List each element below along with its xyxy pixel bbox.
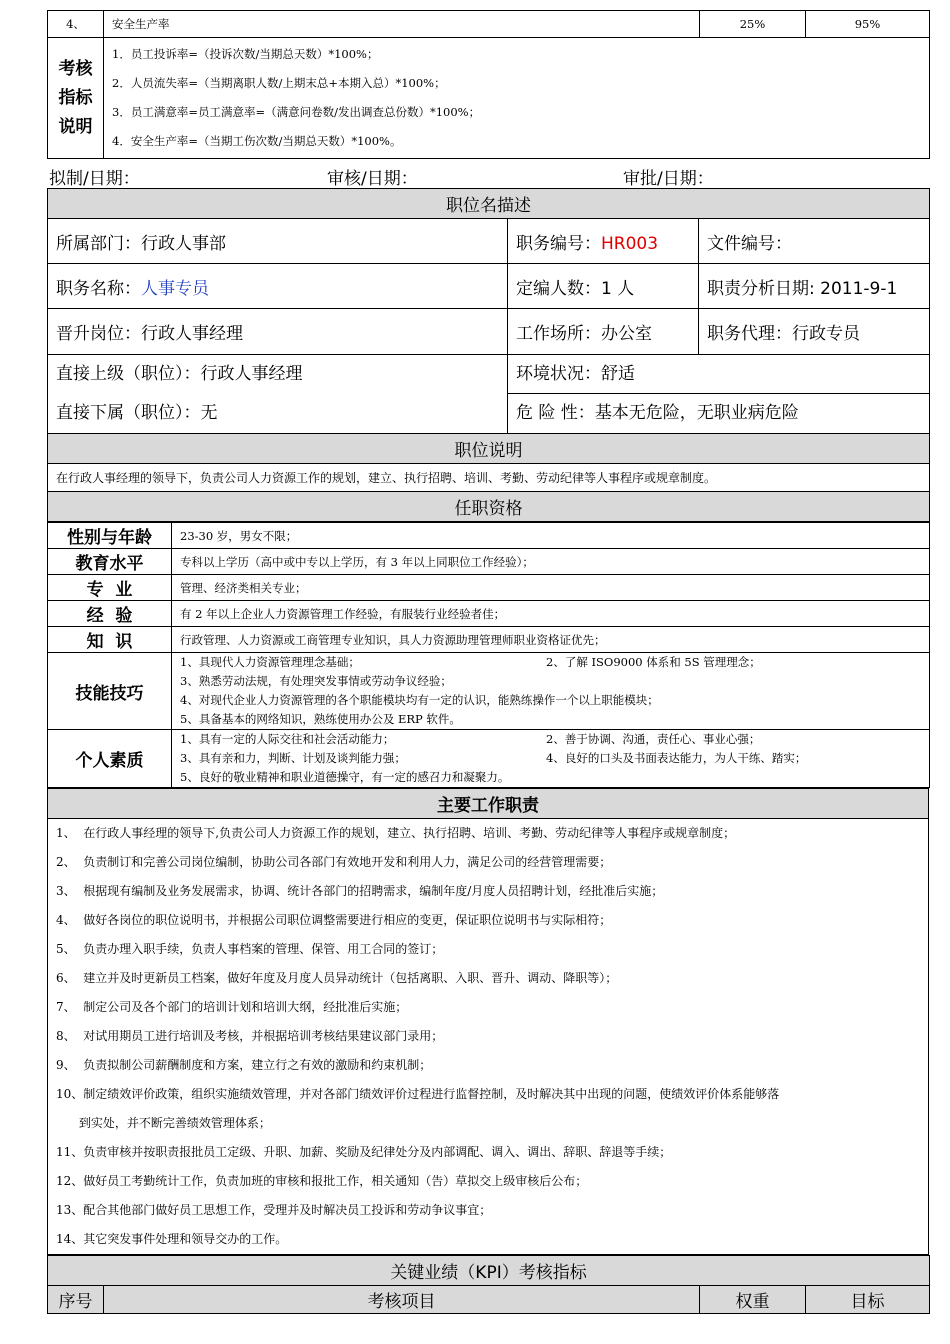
education-value: 专科以上学历（高中或中专以上学历，有 3 年以上同职位工作经验）； (172, 549, 930, 575)
signature-line (47, 159, 929, 188)
approve-date-label: 审批/日期： (623, 169, 714, 189)
kpi-col-target: 目标 (806, 1286, 930, 1314)
gender-age-value: 23-30 岁，男女不限； (172, 523, 930, 549)
duty-item: 10、制定绩效评价政策，组织实施绩效管理，并对各部门绩效评价过程进行监督控制，及时解决其中出现的问题，使绩效评价体系能够落 (56, 1087, 780, 1101)
kpi-notes-label: 考核 指标 说明 (48, 38, 104, 159)
skills-value: 1、具现代人力资源管理理念基础； 2、了解 ISO9000 体系和 5S 管理理念； 3、熟悉劳动法规，有处理突发事情或劳动争议经验； 4、对现代企业人力资源管理的各个职能模块均有一定的认识，能熟练操作一个以上职能模块； 5、具备基本的网络知识，熟练使用办公及 ERP 软件。 (172, 653, 930, 730)
workplace-cell: 工作场所：办公室 (508, 309, 699, 355)
qualifications-header: 任职资格 (48, 492, 930, 522)
duty-item: 1、 在行政人事经理的领导下,负责公司人力资源工作的规划，建立、执行招聘、培训、考勤、劳动纪律等人事程序或规章制度； (56, 826, 736, 840)
duties-list-cell (48, 819, 929, 1255)
kpi-row-weight: 25% (700, 11, 806, 38)
knowledge-value: 行政管理、人力资源或工商管理专业知识，具人力资源助理管理师职业资格证优先； (172, 627, 930, 653)
position-table (47, 188, 930, 522)
kpi-col-no: 序号 (48, 1286, 104, 1314)
dept-cell: 所属部门：行政人事部 (48, 219, 508, 264)
duty-item: 2、 负责制订和完善公司岗位编制，协助公司各部门有效地开发和利用人力，满足公司的经营管理需要； (56, 855, 612, 869)
gender-age-label: 性别与年龄 (48, 523, 172, 549)
duties-header: 主要工作职责 (48, 789, 929, 819)
kpi-col-weight: 权重 (700, 1286, 806, 1314)
skills-label: 技能技巧 (48, 653, 172, 730)
duty-item: 6、 建立并及时更新员工档案，做好年度及月度人员异动统计（包括离职、入职、晋升、调动、降职等）； (56, 971, 618, 985)
analysis-date-cell: 职责分析日期: 2011-9-1 (699, 264, 930, 309)
duties-table (47, 788, 929, 1255)
duty-item: 14、其它突发事件处理和领导交办的工作。 (56, 1232, 288, 1246)
review-date-label: 审核/日期： (327, 169, 418, 189)
headcount-cell: 定编人数：1 人 (508, 264, 699, 309)
personal-label: 个人素质 (48, 730, 172, 788)
duty-item: 11、负责审核并按职责报批员工定级、升职、加薪、奖励及纪律处分及内部调配、调入、调出、辞职、辞退等手续； (56, 1145, 672, 1159)
duty-item: 8、 对试用期员工进行培训及考核，并根据培训考核结果建议部门录用； (56, 1029, 444, 1043)
draft-date-label: 拟制/日期： (49, 169, 140, 189)
duty-item: 3、 根据现有编制及业务发展需求，协调、统计各部门的招聘需求，编制年度/月度人员招聘计划，经批准后实施； (56, 884, 664, 898)
summary-header: 职位说明 (48, 434, 930, 464)
duty-item: 13、配合其他部门做好员工思想工作，受理并及时解决员工投诉和劳动争议事宜； (56, 1203, 492, 1217)
agent-cell: 职务代理：行政专员 (699, 309, 930, 355)
file-no-cell: 文件编号： (699, 219, 930, 264)
qualifications-table (47, 522, 930, 788)
environment-cell (508, 355, 930, 434)
kpi-continued-table (47, 10, 930, 159)
education-label: 教育水平 (48, 549, 172, 575)
major-label: 专 业 (48, 575, 172, 601)
duty-item: 5、 负责办理入职手续，负责人事档案的管理、保管、用工合同的签订； (56, 942, 444, 956)
experience-value: 有 2 年以上企业人力资源管理工作经验，有服装行业经验者佳； (172, 601, 930, 627)
kpi-row-target: 95% (806, 11, 930, 38)
subordinate-line: 直接下属（职位）：无 (56, 403, 218, 423)
position-header: 职位名描述 (48, 189, 930, 219)
reporting-cell (48, 355, 508, 434)
promotion-cell: 晋升岗位：行政人事经理 (48, 309, 508, 355)
duty-item: 7、 制定公司及各个部门的培训计划和培训大纲，经批准后实施； (56, 1000, 408, 1014)
kpi-table (47, 1255, 930, 1314)
superior-line: 直接上级（职位）：行政人事经理 (56, 364, 303, 384)
knowledge-label: 知 识 (48, 627, 172, 653)
kpi-row-item: 安全生产率 (104, 11, 700, 38)
experience-label: 经 验 (48, 601, 172, 627)
title-cell: 职务名称：人事专员 (48, 264, 508, 309)
environment-line: 环境状况：舒适 (508, 355, 929, 394)
duty-item: 12、做好员工考勤统计工作，负责加班的审核和报批工作，相关通知（告）草拟交上级审核后公布； (56, 1174, 588, 1188)
kpi-row-no: 4、 (48, 11, 104, 38)
kpi-header: 关键业绩（KPI）考核指标 (48, 1256, 930, 1286)
code-cell: 职务编号：HR003 (508, 219, 699, 264)
kpi-col-item: 考核项目 (104, 1286, 700, 1314)
duty-item: 4、 做好各岗位的职位说明书，并根据公司职位调整需要进行相应的变更，保证职位说明书与实际相符； (56, 913, 612, 927)
duties-list (56, 819, 920, 1254)
personal-value: 1、具有一定的人际交往和社会活动能力； 2、善于协调、沟通，责任心、事业心强； 3、具有亲和力，判断、计划及谈判能力强； 4、良好的口头及书面表达能力，为人干练、踏实； 5、良好的敬业精神和职业道德操守，有一定的感召力和凝聚力。 (172, 730, 930, 788)
duty-item-continued: 到实处，并不断完善绩效管理体系； (56, 1116, 271, 1130)
duty-item: 9、 负责拟制公司薪酬制度和方案，建立行之有效的激励和约束机制； (56, 1058, 432, 1072)
kpi-notes-text: 1．员工投诉率=（投诉次数/当期总天数）*100%； 2．人员流失率=（当期离职人数/上期末总+本期入总）*100%； 3．员工满意率=员工满意率=（满意问卷数/发出调查总份数）*100%； 4．安全生产率=（当期工伤次数/当期总天数）*100%。 (104, 38, 930, 159)
risk-line: 危 险 性：基本无危险，无职业病危险 (516, 403, 799, 423)
major-value: 管理、经济类相关专业； (172, 575, 930, 601)
summary-text: 在行政人事经理的领导下，负责公司人力资源工作的规划，建立、执行招聘、培训、考勤、劳动纪律等人事程序或规章制度。 (48, 464, 930, 492)
